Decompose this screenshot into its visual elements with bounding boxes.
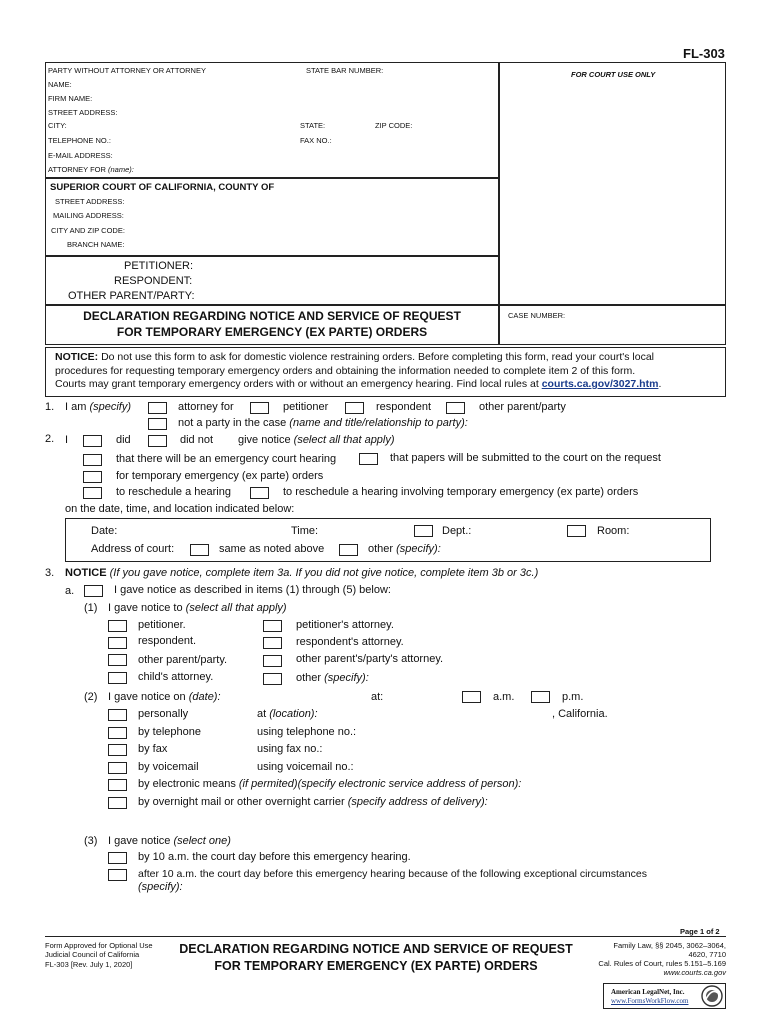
- notice-other-atty-checkbox[interactable]: [263, 655, 282, 667]
- electronic-checkbox[interactable]: [108, 779, 127, 791]
- same-address: same as noted above: [219, 543, 325, 555]
- name-label: NAME:: [48, 80, 72, 89]
- notice-petitioner-checkbox[interactable]: [108, 620, 127, 632]
- hearing-dept: Dept.:: [442, 525, 472, 537]
- footer-title-line2: FOR TEMPORARY EMERGENCY (EX PARTE) ORDERS: [214, 959, 538, 973]
- notice-line1: NOTICE: Do not use this form to ask for domestic violence restraining orders. Before completing this form, read your court's local: [55, 351, 655, 363]
- am-checkbox[interactable]: [462, 691, 481, 703]
- item1-lead: I am (specify): [65, 401, 132, 413]
- other-party-label: OTHER PARENT/PARTY:: [68, 290, 195, 302]
- footer-title-line1: DECLARATION REGARDING NOTICE AND SERVICE OF REQUEST: [179, 942, 573, 956]
- local-rules-link[interactable]: courts.ca.gov/3027.htm: [541, 378, 659, 390]
- form-number: FL-303: [683, 46, 725, 61]
- item2-opt3-checkbox[interactable]: [83, 471, 102, 483]
- court-address-label: Address of court:: [91, 543, 175, 555]
- item2-opt1: that there will be an emergency court hearing: [116, 453, 337, 465]
- attorney-info-box: [45, 62, 499, 178]
- footer-divider: [45, 936, 726, 937]
- item2-give: give notice (select all that apply): [238, 434, 395, 446]
- item3-s2-text: I gave notice on (date):: [108, 691, 221, 703]
- notice-other-parent-checkbox[interactable]: [108, 654, 127, 666]
- court-mailing: MAILING ADDRESS:: [53, 211, 124, 220]
- item3-num: 3.: [45, 567, 55, 579]
- notice-resp-atty-checkbox[interactable]: [263, 637, 282, 649]
- other-address-checkbox[interactable]: [339, 544, 358, 556]
- notice-pet-atty-checkbox[interactable]: [263, 620, 282, 632]
- item2-opt4: to reschedule a hearing: [116, 486, 231, 498]
- fax-label: by fax: [138, 743, 168, 755]
- firm-label: FIRM NAME:: [48, 94, 93, 103]
- item1-num: 1.: [45, 401, 55, 413]
- item3-a: a.: [65, 585, 75, 597]
- voicemail-checkbox[interactable]: [108, 762, 127, 774]
- notice-child-atty: child's attorney.: [138, 671, 214, 683]
- state-label: STATE:: [300, 121, 326, 130]
- notice-respondent: respondent.: [138, 635, 197, 647]
- court-use-label: FOR COURT USE ONLY: [571, 70, 656, 79]
- item1-respondent-checkbox[interactable]: [345, 402, 364, 414]
- item2-opt1-checkbox[interactable]: [83, 454, 102, 466]
- law-line3: Cal. Rules of Court, rules 5.151–5.169: [598, 959, 726, 968]
- item3-s3-num: (3): [84, 835, 98, 847]
- street-label: STREET ADDRESS:: [48, 108, 118, 117]
- california-label: , California.: [552, 708, 608, 720]
- petitioner-label: PETITIONER:: [124, 260, 194, 272]
- approved-line1: Form Approved for Optional Use: [45, 941, 153, 950]
- hearing-time: Time:: [291, 525, 319, 537]
- notice-line3: Courts may grant temporary emergency orders with or without an emergency hearing. Find local rules at courts.ca.gov/3027.htm.: [55, 378, 662, 390]
- item3a-checkbox[interactable]: [84, 585, 103, 597]
- am-label: a.m.: [493, 691, 515, 703]
- personally-label: personally: [138, 708, 189, 720]
- approved-line3: FL-303 [Rev. July 1, 2020]: [45, 960, 133, 969]
- item3-at: at:: [371, 691, 384, 703]
- law-line2: 4620, 7710: [688, 950, 726, 959]
- notice-petitioner: petitioner.: [138, 619, 186, 631]
- brand-logo-icon: [701, 985, 723, 1007]
- hearing-date: Date:: [91, 525, 118, 537]
- notice-other-parent: other parent/party.: [138, 654, 228, 666]
- pm-label: p.m.: [562, 691, 584, 703]
- voicemail-label: by voicemail: [138, 761, 199, 773]
- form-title-line1: DECLARATION REGARDING NOTICE AND SERVICE OF REQUEST: [83, 309, 461, 323]
- item2-on-date: on the date, time, and location indicated below:: [65, 503, 295, 515]
- overnight-checkbox[interactable]: [108, 797, 127, 809]
- using-fax-label: using fax no.:: [257, 743, 323, 755]
- state-bar-label: STATE BAR NUMBER:: [306, 66, 384, 75]
- item2-did-not-checkbox[interactable]: [148, 435, 167, 447]
- item3-notice: NOTICE (If you gave notice, complete item 3a. If you did not give notice, complete item 3b or 3c.): [65, 567, 539, 579]
- court-city-zip: CITY AND ZIP CODE:: [51, 226, 125, 235]
- item3a-text: I gave notice as described in items (1) through (5) below:: [114, 584, 391, 596]
- item1-respondent: respondent: [376, 401, 432, 413]
- item1-petitioner: petitioner: [283, 401, 329, 413]
- notice-line2: procedures for requesting temporary emergency orders and obtaining the information needed to complete item 2 of this form.: [55, 365, 636, 377]
- overnight-label: by overnight mail or other overnight carrier (specify address of delivery):: [138, 796, 488, 808]
- zip-label: ZIP CODE:: [375, 121, 413, 130]
- fax-checkbox[interactable]: [108, 744, 127, 756]
- using-voicemail-label: using voicemail no.:: [257, 761, 354, 773]
- dept-checkbox[interactable]: [414, 525, 433, 537]
- brand-link[interactable]: www.FormsWorkFlow.com: [611, 997, 689, 1005]
- item3-s2-num: (2): [84, 691, 98, 703]
- law-line1: Family Law, §§ 2045, 3062–3064,: [613, 941, 726, 950]
- item1-attorney: attorney for: [178, 401, 234, 413]
- court-branch: BRANCH NAME:: [67, 240, 125, 249]
- room-checkbox[interactable]: [567, 525, 586, 537]
- hearing-room: Room:: [597, 525, 630, 537]
- item1-other-checkbox[interactable]: [446, 402, 465, 414]
- item2-i: I: [65, 434, 69, 446]
- court-street: STREET ADDRESS:: [55, 197, 125, 206]
- item3-s3-text: I gave notice (select one): [108, 835, 231, 847]
- item1-not-party: not a party in the case (name and title/relationship to party):: [178, 417, 468, 429]
- telephone-checkbox[interactable]: [108, 727, 127, 739]
- law-line4: www.courts.ca.gov: [663, 968, 726, 977]
- item3-s1-text: I gave notice to (select all that apply): [108, 602, 287, 614]
- item1-petitioner-checkbox[interactable]: [250, 402, 269, 414]
- item1-attorney-checkbox[interactable]: [148, 402, 167, 414]
- after10-hint: (specify):: [138, 881, 183, 893]
- page-number: Page 1 of 2: [680, 927, 720, 936]
- notice-pet-atty: petitioner's attorney.: [296, 619, 394, 631]
- personally-checkbox[interactable]: [108, 709, 127, 721]
- item2-did-checkbox[interactable]: [83, 435, 102, 447]
- after10-label: after 10 a.m. the court day before this emergency hearing because of the following exceptional circumstances: [138, 868, 647, 880]
- item2-opt5: to reschedule a hearing involving temporary emergency (ex parte) orders: [283, 486, 639, 498]
- form-title-line2: FOR TEMPORARY EMERGENCY (EX PARTE) ORDERS: [116, 325, 428, 339]
- by10-label: by 10 a.m. the court day before this emergency hearing.: [138, 851, 411, 863]
- notice-resp-atty: respondent's attorney.: [296, 636, 404, 648]
- electronic-label: by electronic means (if permited)(specify electronic service address of person):: [138, 778, 522, 790]
- approved-line2: Judicial Council of California: [45, 950, 140, 959]
- party-label: PARTY WITHOUT ATTORNEY OR ATTORNEY: [48, 66, 206, 75]
- item1-other: other parent/party: [479, 401, 566, 413]
- item1-not-party-checkbox[interactable]: [148, 418, 167, 430]
- notice-other-checkbox[interactable]: [263, 673, 282, 685]
- case-number-label: CASE NUMBER:: [508, 311, 566, 320]
- item2-opt2: that papers will be submitted to the court on the request: [390, 452, 661, 464]
- item2-opt2-checkbox[interactable]: [359, 453, 378, 465]
- item2-opt3: for temporary emergency (ex parte) orders: [116, 470, 324, 482]
- respondent-label: RESPONDENT:: [114, 275, 193, 287]
- item3-s1-num: (1): [84, 602, 98, 614]
- item2-opt4-checkbox[interactable]: [83, 487, 102, 499]
- item2-opt5-checkbox[interactable]: [250, 487, 269, 499]
- fax-label: FAX NO.:: [300, 136, 332, 145]
- after10-checkbox[interactable]: [108, 869, 127, 881]
- notice-child-atty-checkbox[interactable]: [108, 672, 127, 684]
- court-title: SUPERIOR COURT OF CALIFORNIA, COUNTY OF: [50, 182, 275, 193]
- email-label: E-MAIL ADDRESS:: [48, 151, 113, 160]
- by10-checkbox[interactable]: [108, 852, 127, 864]
- pm-checkbox[interactable]: [531, 691, 550, 703]
- item2-did-not: did not: [180, 434, 214, 446]
- location-label: at (location):: [257, 708, 318, 720]
- item2-did: did: [116, 434, 131, 446]
- city-label: CITY:: [48, 121, 67, 130]
- notice-other: other (specify):: [296, 672, 369, 684]
- other-address: other (specify):: [368, 543, 441, 555]
- telephone-label: by telephone: [138, 726, 201, 738]
- brand-name: American LegalNet, Inc.: [611, 988, 685, 996]
- item2-num: 2.: [45, 433, 55, 445]
- notice-other-atty: other parent's/party's attorney.: [296, 653, 444, 665]
- attorney-for-label: ATTORNEY FOR (name):: [48, 165, 134, 174]
- court-use-box: [499, 62, 726, 305]
- notice-respondent-checkbox[interactable]: [108, 637, 127, 649]
- phone-label: TELEPHONE NO.:: [48, 136, 111, 145]
- same-address-checkbox[interactable]: [190, 544, 209, 556]
- using-phone-label: using telephone no.:: [257, 726, 357, 738]
